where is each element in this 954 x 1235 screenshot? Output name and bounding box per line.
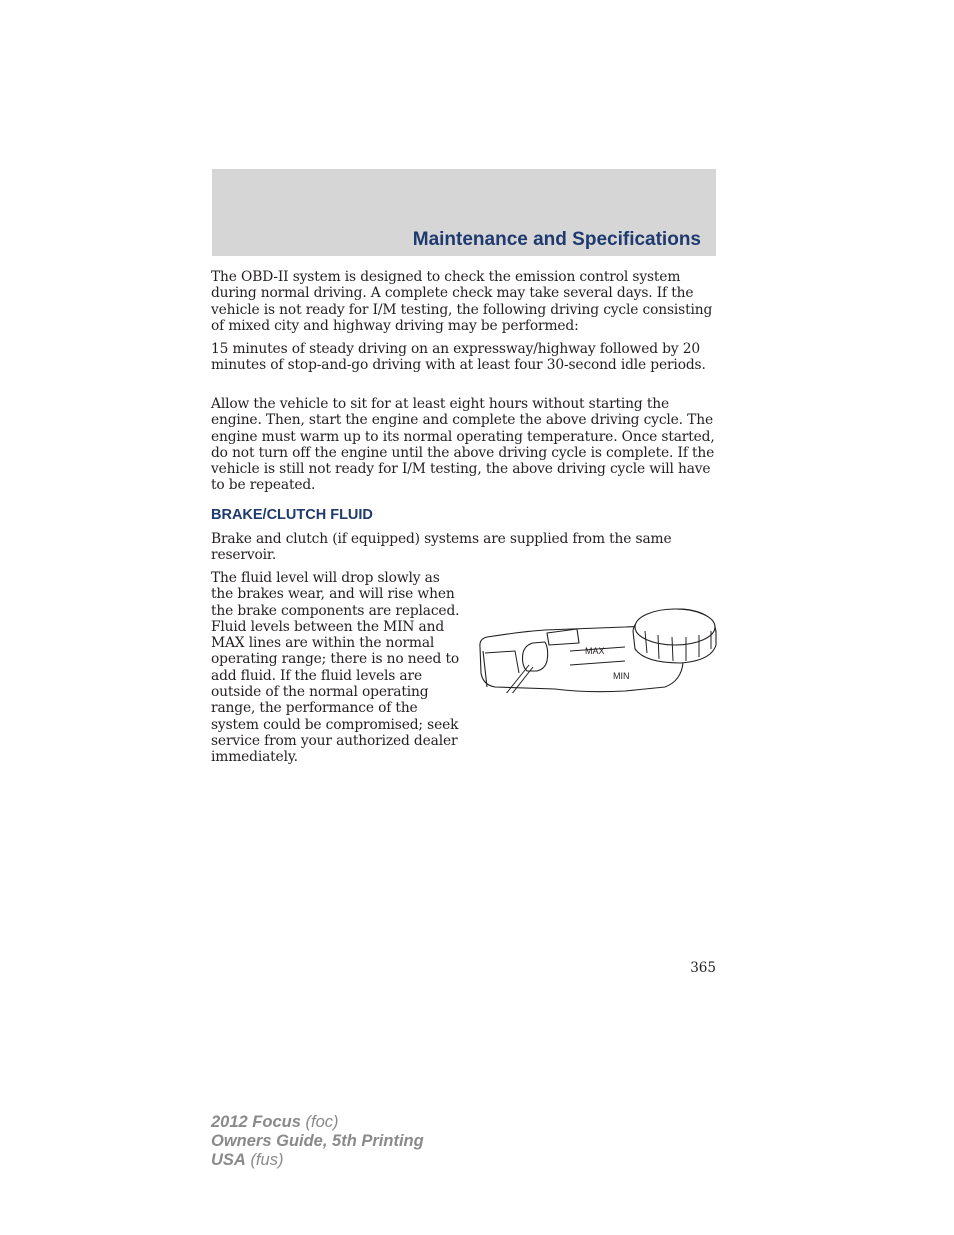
min-line-label: MIN xyxy=(613,671,630,681)
page-title: Maintenance and Specifications xyxy=(412,229,701,250)
footer-model-code: (foc) xyxy=(305,1113,339,1131)
max-line-label: MAX xyxy=(585,646,605,656)
paragraph-brake-intro: Brake and clutch (if equipped) systems are supplied from the same reservoir. xyxy=(211,531,672,564)
paragraph-repeat-cycle: Allow the vehicle to sit for at least eight hours without starting the engine. Then, start the engine and complete the above driving cycle. The engine must warm up to its normal operating temperature. Once started, do not turn off the engine until the above driving cycle is complete. If the vehicle is still not ready for I/M testing, the above driving cycle will have to be repeated. xyxy=(211,396,715,494)
brake-reservoir-illustration xyxy=(475,603,720,693)
paragraph-obd-intro: The OBD-II system is designed to check the emission control system during normal driving. A complete check may take several days. If the vehicle is not ready for I/M testing, the following driving cycle consisting of mixed city and highway driving may be performed: xyxy=(211,269,713,334)
footer xyxy=(211,1113,424,1170)
paragraph-fluid-level: The fluid level will drop slowly as the brakes wear, and will rise when the brake components are replaced. Fluid levels between the MIN and MAX lines are within the normal operating range; there is no need to add fluid. If the fluid levels are outside of the normal operating range, the performance of the system could be compromised; seek service from your authorized dealer immediately. xyxy=(211,570,460,766)
section-heading: BRAKE/CLUTCH FLUID xyxy=(211,507,373,523)
page-number: 365 xyxy=(690,960,716,976)
footer-guide: Owners Guide, 5th Printing xyxy=(211,1132,424,1150)
paragraph-driving-cycle: 15 minutes of steady driving on an expressway/highway followed by 20 minutes of stop-and-go driving with at least four 30-second idle periods. xyxy=(211,341,706,374)
footer-region-code: (fus) xyxy=(250,1151,284,1169)
footer-region: USA xyxy=(211,1151,246,1169)
reservoir-drawing xyxy=(475,603,720,693)
footer-model: 2012 Focus xyxy=(211,1113,301,1131)
header-band xyxy=(212,169,716,256)
